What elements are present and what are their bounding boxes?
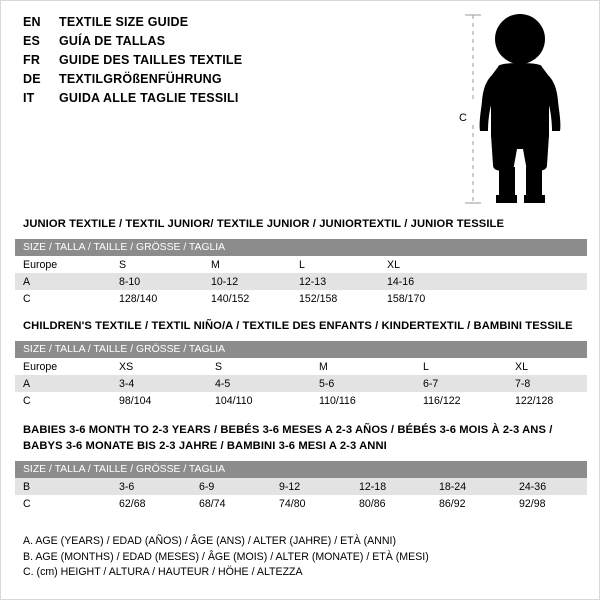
language-row-en xyxy=(23,15,423,34)
cell-c-86-92: 86/92 xyxy=(439,495,519,512)
table-junior xyxy=(15,239,587,307)
cell-a-xl-children: 7-8 xyxy=(515,375,587,392)
cell-b-12-18: 12-18 xyxy=(359,478,439,495)
language-row-it xyxy=(23,91,423,110)
cell-a-l-children: 6-7 xyxy=(423,375,515,392)
table-header-label-children: SIZE / TALLA / TAILLE / GRÖSSE / TAGLIA xyxy=(15,341,587,358)
cell-c-62-68: 62/68 xyxy=(119,495,199,512)
cell-c-74-80: 74/80 xyxy=(279,495,359,512)
table-row xyxy=(15,358,587,375)
language-title-block xyxy=(23,15,423,110)
row-label-c-children: C xyxy=(15,392,119,409)
section-title-children: CHILDREN'S TEXTILE / TEXTIL NIÑO/A / TEXTILE DES ENFANTS / KINDERTEXTIL / BAMBINI TESSILE xyxy=(23,320,573,332)
table-header-row-babies xyxy=(15,461,587,478)
table-children xyxy=(15,341,587,409)
table-row xyxy=(15,478,587,495)
table-babies xyxy=(15,461,587,512)
cell-c-s-children: 104/110 xyxy=(215,392,319,409)
table-row xyxy=(15,256,587,273)
section-title-junior: JUNIOR TEXTILE / TEXTIL JUNIOR/ TEXTILE JUNIOR / JUNIORTEXTIL / JUNIOR TESSILE xyxy=(23,218,505,230)
language-code-en: EN xyxy=(23,15,41,29)
col-xl-junior: XL xyxy=(387,256,587,273)
col-l-children: L xyxy=(423,358,515,375)
language-title-en: TEXTILE SIZE GUIDE xyxy=(59,15,189,29)
cell-c-l-junior: 152/158 xyxy=(299,290,387,307)
figure-area xyxy=(441,7,591,207)
table-row xyxy=(15,273,587,290)
table-header-row-junior xyxy=(15,239,587,256)
row-label-a-junior: A xyxy=(15,273,119,290)
language-title-it: GUIDA ALLE TAGLIE TESSILI xyxy=(59,91,239,105)
table-row xyxy=(15,375,587,392)
height-measure-label: C xyxy=(459,112,467,124)
language-row-de xyxy=(23,72,423,91)
cell-a-s-children: 4-5 xyxy=(215,375,319,392)
footnote-b: B. AGE (MONTHS) / EDAD (MESES) / ÂGE (MOIS) / ALTER (MONATE) / ETÀ (MESI) xyxy=(23,550,429,563)
cell-a-m-children: 5-6 xyxy=(319,375,423,392)
table-header-row-children xyxy=(15,341,587,358)
cell-c-92-98: 92/98 xyxy=(519,495,587,512)
col-l-junior: L xyxy=(299,256,387,273)
cell-c-m-children: 110/116 xyxy=(319,392,423,409)
cell-a-s-junior: 8-10 xyxy=(119,273,211,290)
row-label-b-babies: B xyxy=(15,478,119,495)
language-row-es xyxy=(23,34,423,53)
row-label-a-children: A xyxy=(15,375,119,392)
col-europe-children: Europe xyxy=(15,358,119,375)
section-title-babies-line2: BABYS 3-6 MONATE BIS 2-3 JAHRE / BAMBINI 3-6 MESI A 2-3 ANNI xyxy=(23,440,387,452)
child-silhouette-icon xyxy=(441,7,591,207)
language-title-fr: GUIDE DES TAILLES TEXTILE xyxy=(59,53,243,67)
col-m-junior: M xyxy=(211,256,299,273)
language-code-it: IT xyxy=(23,91,35,105)
cell-b-24-36: 24-36 xyxy=(519,478,587,495)
cell-c-xl-junior: 158/170 xyxy=(387,290,587,307)
col-s-junior: S xyxy=(119,256,211,273)
cell-a-m-junior: 10-12 xyxy=(211,273,299,290)
cell-c-xl-children: 122/128 xyxy=(515,392,587,409)
col-m-children: M xyxy=(319,358,423,375)
language-title-de: TEXTILGRÖßENFÜHRUNG xyxy=(59,72,222,86)
row-label-c-junior: C xyxy=(15,290,119,307)
cell-c-s-junior: 128/140 xyxy=(119,290,211,307)
cell-c-m-junior: 140/152 xyxy=(211,290,299,307)
table-header-label-junior: SIZE / TALLA / TAILLE / GRÖSSE / TAGLIA xyxy=(15,239,587,256)
language-row-fr xyxy=(23,53,423,72)
cell-c-xs-children: 98/104 xyxy=(119,392,215,409)
row-label-c-babies: C xyxy=(15,495,119,512)
cell-a-xs-children: 3-4 xyxy=(119,375,215,392)
cell-a-l-junior: 12-13 xyxy=(299,273,387,290)
table-row xyxy=(15,290,587,307)
cell-c-l-children: 116/122 xyxy=(423,392,515,409)
section-title-babies-line1: BABIES 3-6 MONTH TO 2-3 YEARS / BEBÉS 3-6 MESES A 2-3 AÑOS / BÉBÉS 3-6 MOIS À 2-3 ANS / xyxy=(23,424,553,436)
language-code-de: DE xyxy=(23,72,41,86)
table-row xyxy=(15,495,587,512)
cell-b-6-9: 6-9 xyxy=(199,478,279,495)
col-xs-children: XS xyxy=(119,358,215,375)
cell-a-xl-junior: 14-16 xyxy=(387,273,587,290)
cell-b-18-24: 18-24 xyxy=(439,478,519,495)
language-title-es: GUÍA DE TALLAS xyxy=(59,34,166,48)
cell-b-3-6: 3-6 xyxy=(119,478,199,495)
col-s-children: S xyxy=(215,358,319,375)
language-code-es: ES xyxy=(23,34,41,48)
cell-c-68-74: 68/74 xyxy=(199,495,279,512)
col-europe-junior: Europe xyxy=(15,256,119,273)
cell-b-9-12: 9-12 xyxy=(279,478,359,495)
footnotes xyxy=(23,534,429,581)
language-code-fr: FR xyxy=(23,53,41,67)
col-xl-children: XL xyxy=(515,358,587,375)
table-row xyxy=(15,392,587,409)
footnote-a: A. AGE (YEARS) / EDAD (AÑOS) / ÂGE (ANS) / ALTER (JAHRE) / ETÀ (ANNI) xyxy=(23,535,396,547)
cell-c-80-86: 80/86 xyxy=(359,495,439,512)
footnote-c: C. (cm) HEIGHT / ALTURA / HAUTEUR / HÖHE / ALTEZZA xyxy=(23,566,303,578)
table-header-label-babies: SIZE / TALLA / TAILLE / GRÖSSE / TAGLIA xyxy=(15,461,587,478)
